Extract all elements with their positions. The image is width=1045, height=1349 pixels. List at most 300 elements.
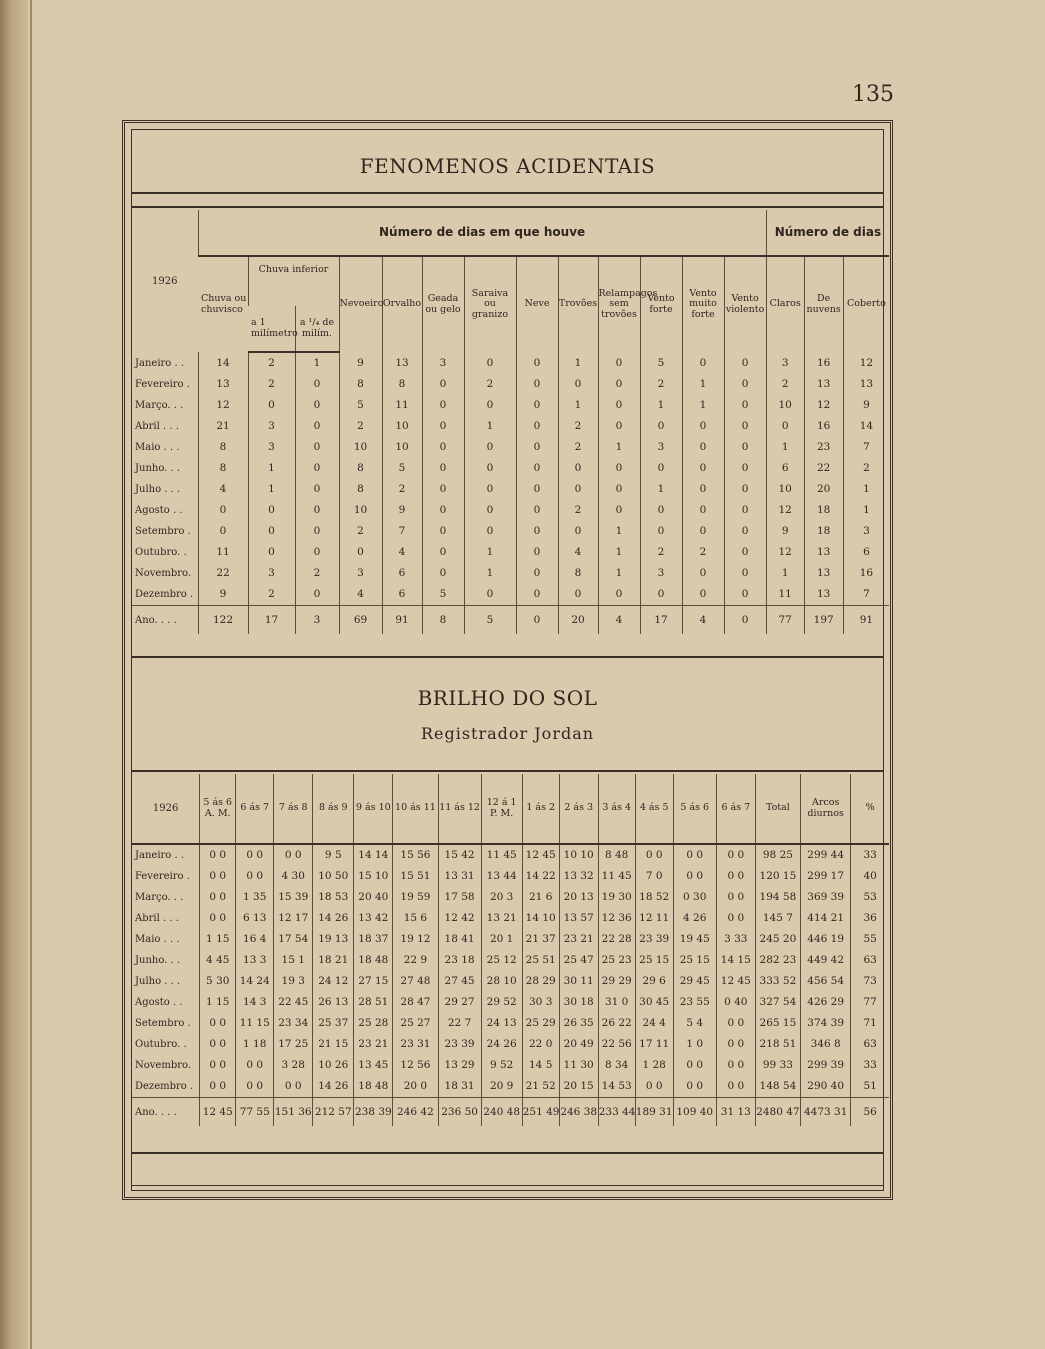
bri-row [132, 1013, 889, 1034]
bri-cell: 0 0 [236, 1055, 274, 1076]
bri-cell: 218 51 [755, 1034, 800, 1055]
bri-row [132, 887, 889, 908]
bri-cell: 18 48 [354, 950, 393, 971]
bri-cell: 21 15 [313, 1034, 354, 1055]
fen-cell: 6 [843, 542, 889, 563]
fen-row [132, 374, 889, 395]
bri-cell: 25 12 [481, 950, 522, 971]
fen-cell: 0 [422, 395, 464, 416]
bri-cell: 19 59 [393, 887, 438, 908]
bri-cell: 30 18 [559, 992, 598, 1013]
brilho-table [132, 774, 889, 1126]
bri-cell: 1 18 [236, 1034, 274, 1055]
fen-cell: 0 [682, 479, 724, 500]
fen-cell: 0 [558, 458, 598, 479]
bri-cell: 426 29 [801, 992, 851, 1013]
bri-row [132, 908, 889, 929]
fen-cell: 16 [804, 352, 843, 374]
fen-cell: 11 [382, 395, 422, 416]
bri-cell: 28 51 [354, 992, 393, 1013]
fen-group-days: Número de dias em que houve [198, 210, 766, 256]
fen-cell: 0 [516, 584, 558, 606]
fen-cell: 1 [464, 563, 516, 584]
bri-cell: 23 21 [354, 1034, 393, 1055]
fen-cell: 2 [339, 416, 382, 437]
table1-bottom-rule [132, 656, 883, 658]
bri-cell: 71 [851, 1013, 889, 1034]
fen-cell: 0 [558, 374, 598, 395]
fen-total-cell: 4 [682, 606, 724, 635]
bri-month-label: Março. . . [135, 892, 184, 903]
fen-h-quarter-mm: a ¹/₄ de milím. [295, 306, 339, 352]
fen-cell: 1 [248, 479, 295, 500]
fen-cell: 0 [295, 437, 339, 458]
bri-cell: 0 0 [716, 844, 755, 866]
bri-header: 5 ás 6 [673, 774, 716, 844]
table2-top-rule [132, 770, 883, 772]
bri-cell: 25 51 [522, 950, 559, 971]
fen-cell: 7 [843, 437, 889, 458]
fen-row [132, 395, 889, 416]
fenomenos-table [132, 210, 889, 634]
fen-cell: 22 [804, 458, 843, 479]
fen-cell: 8 [339, 374, 382, 395]
bri-cell: 17 54 [274, 929, 313, 950]
bri-cell: 0 0 [200, 1076, 236, 1098]
bri-month-label: Janeiro . . [135, 850, 185, 861]
bri-year: 1926 [132, 774, 200, 844]
bri-header: Arcos diurnos [801, 774, 851, 844]
bri-month-label: Agosto . . [135, 997, 183, 1008]
bri-cell: 21 37 [522, 929, 559, 950]
fen-cell: 12 [766, 500, 804, 521]
bri-cell: 0 0 [673, 1055, 716, 1076]
bri-cell: 14 3 [236, 992, 274, 1013]
fenomenos-title: FENOMENOS ACIDENTAIS [359, 154, 656, 178]
fen-cell: 12 [198, 395, 248, 416]
fen-cell: 1 [464, 416, 516, 437]
fen-cell: 0 [295, 521, 339, 542]
fen-cell: 2 [464, 374, 516, 395]
fen-row [132, 584, 889, 606]
bri-cell: 0 0 [716, 887, 755, 908]
fen-total-cell: 5 [464, 606, 516, 635]
bri-cell: 15 39 [274, 887, 313, 908]
fen-cell: 0 [516, 374, 558, 395]
fen-cell: 0 [516, 542, 558, 563]
fen-h-neve: Neve [516, 256, 558, 352]
fen-group-count: Número de dias [766, 210, 889, 256]
fen-cell: 0 [464, 584, 516, 606]
bri-cell: 4 26 [673, 908, 716, 929]
bri-cell: 0 0 [236, 866, 274, 887]
bri-cell: 13 57 [559, 908, 598, 929]
fen-row [132, 542, 889, 563]
fen-cell: 0 [682, 500, 724, 521]
bri-cell: 15 6 [393, 908, 438, 929]
fen-cell: 0 [598, 584, 640, 606]
bri-cell: 27 48 [393, 971, 438, 992]
bri-cell: 0 0 [274, 1076, 313, 1098]
bri-total-cell: 12 45 [200, 1098, 236, 1127]
bri-cell: 11 45 [481, 844, 522, 866]
bri-cell: 13 45 [354, 1055, 393, 1076]
fen-cell: 8 [382, 374, 422, 395]
fen-cell: 1 [464, 542, 516, 563]
fen-cell: 0 [339, 542, 382, 563]
bri-header: 12 á 1 P. M. [481, 774, 522, 844]
fen-month-label: Agosto . . [135, 505, 183, 516]
bri-row [132, 1076, 889, 1098]
fen-month-label: Outubro. . [135, 547, 187, 558]
fen-h-coberto: Coberto [843, 256, 889, 352]
fen-cell: 14 [843, 416, 889, 437]
fen-row [132, 521, 889, 542]
bri-cell: 15 42 [438, 844, 481, 866]
fen-month-label: Abril . . . [135, 421, 179, 432]
bri-cell: 8 48 [598, 844, 635, 866]
bri-header: Total [755, 774, 800, 844]
bri-month-label: Setembro . [135, 1018, 191, 1029]
bri-cell: 17 11 [635, 1034, 673, 1055]
bri-header: 3 ás 4 [598, 774, 635, 844]
fen-cell: 2 [339, 521, 382, 542]
fen-cell: 4 [382, 542, 422, 563]
fen-cell: 0 [295, 374, 339, 395]
fen-cell: 6 [382, 584, 422, 606]
fen-cell: 10 [382, 437, 422, 458]
fen-cell: 1 [843, 500, 889, 521]
bri-total-cell: 233 44 [598, 1098, 635, 1127]
bri-cell: 327 54 [755, 992, 800, 1013]
fen-cell: 0 [422, 479, 464, 500]
fen-row [132, 416, 889, 437]
table1-top-rule [132, 206, 883, 208]
fen-cell: 5 [422, 584, 464, 606]
fen-cell: 2 [558, 437, 598, 458]
bri-header: 10 ás 11 [393, 774, 438, 844]
bri-cell: 12 56 [393, 1055, 438, 1076]
bri-cell: 18 52 [635, 887, 673, 908]
bri-header: 11 ás 12 [438, 774, 481, 844]
page-number: 135 [852, 82, 894, 107]
fen-cell: 0 [198, 521, 248, 542]
bri-cell: 19 12 [393, 929, 438, 950]
fen-cell: 13 [804, 584, 843, 606]
bri-cell: 3 33 [716, 929, 755, 950]
fen-total-cell: 91 [382, 606, 422, 635]
fen-total-label: Ano. . . . [132, 606, 198, 635]
bri-cell: 63 [851, 950, 889, 971]
book-spine [0, 0, 28, 1349]
bri-row [132, 1055, 889, 1076]
fen-cell: 8 [558, 563, 598, 584]
fen-cell: 3 [766, 352, 804, 374]
fen-cell: 0 [724, 584, 766, 606]
bri-cell: 51 [851, 1076, 889, 1098]
fen-cell: 1 [682, 395, 724, 416]
bri-cell: 25 27 [393, 1013, 438, 1034]
fen-cell: 0 [422, 437, 464, 458]
bri-cell: 13 42 [354, 908, 393, 929]
bri-cell: 346 8 [801, 1034, 851, 1055]
bri-cell: 29 27 [438, 992, 481, 1013]
fen-cell: 2 [558, 500, 598, 521]
fen-cell: 2 [295, 563, 339, 584]
bri-cell: 12 45 [522, 844, 559, 866]
bri-cell: 333 52 [755, 971, 800, 992]
fen-cell: 0 [295, 542, 339, 563]
bri-cell: 1 35 [236, 887, 274, 908]
fen-cell: 0 [516, 521, 558, 542]
fen-cell: 8 [198, 458, 248, 479]
fen-cell: 0 [598, 479, 640, 500]
bri-header: 6 ás 7 [236, 774, 274, 844]
bri-cell: 10 26 [313, 1055, 354, 1076]
bri-cell: 282 23 [755, 950, 800, 971]
fen-h-trovoes: Trovões [558, 256, 598, 352]
bri-cell: 31 0 [598, 992, 635, 1013]
bri-row [132, 971, 889, 992]
bri-cell: 25 28 [354, 1013, 393, 1034]
fen-total-cell: 69 [339, 606, 382, 635]
fen-cell: 0 [198, 500, 248, 521]
bri-cell: 5 30 [200, 971, 236, 992]
bri-cell: 414 21 [801, 908, 851, 929]
fen-cell: 0 [464, 352, 516, 374]
fen-cell: 2 [248, 584, 295, 606]
fen-cell: 0 [682, 458, 724, 479]
bri-cell: 99 33 [755, 1055, 800, 1076]
fen-cell: 12 [766, 542, 804, 563]
bri-cell: 19 13 [313, 929, 354, 950]
fen-cell: 0 [516, 458, 558, 479]
inner-frame [131, 129, 884, 1191]
bri-cell: 29 45 [673, 971, 716, 992]
fen-total-cell: 91 [843, 606, 889, 635]
fen-cell: 0 [724, 374, 766, 395]
fen-cell: 18 [804, 521, 843, 542]
bri-cell: 20 15 [559, 1076, 598, 1098]
fen-cell: 0 [295, 479, 339, 500]
fen-cell: 0 [516, 479, 558, 500]
fen-cell: 0 [422, 563, 464, 584]
fen-cell: 2 [248, 352, 295, 374]
bri-cell: 0 0 [200, 1055, 236, 1076]
fen-cell: 0 [598, 352, 640, 374]
fen-cell: 1 [598, 542, 640, 563]
bri-cell: 14 53 [598, 1076, 635, 1098]
fen-h-geada: Geada ou gelo [422, 256, 464, 352]
fen-cell: 0 [248, 542, 295, 563]
fen-cell: 13 [198, 374, 248, 395]
fen-cell: 1 [558, 395, 598, 416]
bri-cell: 24 12 [313, 971, 354, 992]
fen-cell: 18 [804, 500, 843, 521]
fen-cell: 2 [382, 479, 422, 500]
bri-cell: 8 34 [598, 1055, 635, 1076]
fen-month-label: Setembro . [135, 526, 191, 537]
bri-cell: 148 54 [755, 1076, 800, 1098]
bri-cell: 290 40 [801, 1076, 851, 1098]
fen-cell: 10 [339, 500, 382, 521]
bri-cell: 10 50 [313, 866, 354, 887]
fen-row [132, 500, 889, 521]
bri-total-cell: 4473 31 [801, 1098, 851, 1127]
bri-cell: 369 39 [801, 887, 851, 908]
bri-cell: 12 11 [635, 908, 673, 929]
bri-cell: 12 45 [716, 971, 755, 992]
fen-cell: 6 [766, 458, 804, 479]
fen-h-claros: Claros [766, 256, 804, 352]
bri-cell: 63 [851, 1034, 889, 1055]
bri-total-cell: 240 48 [481, 1098, 522, 1127]
bri-cell: 15 10 [354, 866, 393, 887]
fen-total-cell: 0 [724, 606, 766, 635]
fen-cell: 5 [382, 458, 422, 479]
bri-cell: 1 0 [673, 1034, 716, 1055]
bri-cell: 0 0 [716, 1055, 755, 1076]
bri-total-cell: 246 42 [393, 1098, 438, 1127]
fen-cell: 10 [766, 395, 804, 416]
bri-cell: 12 17 [274, 908, 313, 929]
fen-cell: 0 [598, 500, 640, 521]
bri-cell: 22 0 [522, 1034, 559, 1055]
bri-header: 2 ás 3 [559, 774, 598, 844]
fen-total-cell: 20 [558, 606, 598, 635]
fen-cell: 11 [766, 584, 804, 606]
bri-cell: 22 45 [274, 992, 313, 1013]
fen-cell: 9 [766, 521, 804, 542]
fen-cell: 0 [422, 500, 464, 521]
bri-cell: 29 52 [481, 992, 522, 1013]
bri-month-label: Junho. . . [135, 955, 181, 966]
fen-cell: 6 [382, 563, 422, 584]
bri-header: 4 ás 5 [635, 774, 673, 844]
bri-cell: 12 42 [438, 908, 481, 929]
fen-cell: 0 [724, 479, 766, 500]
fen-cell: 9 [339, 352, 382, 374]
fen-cell: 7 [843, 584, 889, 606]
fen-cell: 0 [682, 352, 724, 374]
fen-cell: 0 [248, 500, 295, 521]
fen-cell: 13 [382, 352, 422, 374]
fen-cell: 10 [382, 416, 422, 437]
fen-cell: 0 [295, 416, 339, 437]
bri-cell: 0 0 [200, 866, 236, 887]
fen-cell: 20 [804, 479, 843, 500]
bri-cell: 11 45 [598, 866, 635, 887]
bri-cell: 9 52 [481, 1055, 522, 1076]
bri-cell: 245 20 [755, 929, 800, 950]
bri-cell: 5 4 [673, 1013, 716, 1034]
fen-total-cell: 17 [640, 606, 682, 635]
bri-header: 1 ás 2 [522, 774, 559, 844]
bri-cell: 22 7 [438, 1013, 481, 1034]
bri-cell: 0 30 [673, 887, 716, 908]
fen-cell: 14 [198, 352, 248, 374]
fen-month-label: Julho . . . [135, 484, 181, 495]
fen-cell: 0 [248, 521, 295, 542]
bri-row [132, 992, 889, 1013]
bri-cell: 9 5 [313, 844, 354, 866]
bri-cell: 25 37 [313, 1013, 354, 1034]
bri-row [132, 844, 889, 866]
fen-cell: 3 [640, 437, 682, 458]
fen-cell: 0 [422, 374, 464, 395]
bri-cell: 22 9 [393, 950, 438, 971]
bri-total-cell: 77 55 [236, 1098, 274, 1127]
fen-month-label: Janeiro . . [135, 357, 185, 369]
fen-cell: 0 [640, 458, 682, 479]
bri-total-cell: 236 50 [438, 1098, 481, 1127]
bri-cell: 98 25 [755, 844, 800, 866]
bri-cell: 449 42 [801, 950, 851, 971]
bri-cell: 20 13 [559, 887, 598, 908]
bri-header: % [851, 774, 889, 844]
bri-cell: 0 0 [716, 866, 755, 887]
fen-cell: 0 [516, 416, 558, 437]
fen-cell: 0 [724, 458, 766, 479]
bri-cell: 77 [851, 992, 889, 1013]
bri-cell: 14 22 [522, 866, 559, 887]
bri-month-label: Novembro. [135, 1060, 192, 1071]
bri-cell: 11 15 [236, 1013, 274, 1034]
bri-cell: 33 [851, 1055, 889, 1076]
bri-total-cell: 246 38 [559, 1098, 598, 1127]
bri-cell: 13 44 [481, 866, 522, 887]
bri-cell: 0 0 [673, 844, 716, 866]
fen-cell: 0 [598, 458, 640, 479]
bri-cell: 0 0 [716, 908, 755, 929]
bri-cell: 20 3 [481, 887, 522, 908]
fen-h-de-nuvens: De nuvens [804, 256, 843, 352]
fen-cell: 2 [766, 374, 804, 395]
bri-cell: 15 51 [393, 866, 438, 887]
bri-cell: 1 15 [200, 992, 236, 1013]
fen-cell: 9 [382, 500, 422, 521]
title-rule [132, 192, 883, 194]
fen-cell: 3 [248, 437, 295, 458]
fen-month-label: Maio . . . [135, 442, 180, 453]
bri-cell: 299 17 [801, 866, 851, 887]
fen-cell: 22 [198, 563, 248, 584]
bri-cell: 17 58 [438, 887, 481, 908]
fen-cell: 0 [248, 395, 295, 416]
bri-cell: 14 24 [236, 971, 274, 992]
bri-cell: 265 15 [755, 1013, 800, 1034]
fen-cell: 0 [464, 437, 516, 458]
fen-cell: 5 [640, 352, 682, 374]
bri-cell: 13 3 [236, 950, 274, 971]
fen-cell: 0 [464, 395, 516, 416]
fen-cell: 4 [558, 542, 598, 563]
bri-cell: 29 29 [598, 971, 635, 992]
bri-month-label: Julho . . . [135, 976, 181, 987]
bri-cell: 299 39 [801, 1055, 851, 1076]
bri-cell: 18 41 [438, 929, 481, 950]
fen-cell: 0 [724, 500, 766, 521]
bri-total-cell: 151 36 [274, 1098, 313, 1127]
fen-h-chuva-inferior: Chuva inferior [248, 256, 339, 306]
bri-cell: 1 15 [200, 929, 236, 950]
fen-month-label: Dezembro . [135, 589, 194, 600]
bri-cell: 23 34 [274, 1013, 313, 1034]
bri-cell: 0 0 [716, 1013, 755, 1034]
bri-cell: 55 [851, 929, 889, 950]
bri-cell: 18 37 [354, 929, 393, 950]
fen-cell: 0 [295, 584, 339, 606]
